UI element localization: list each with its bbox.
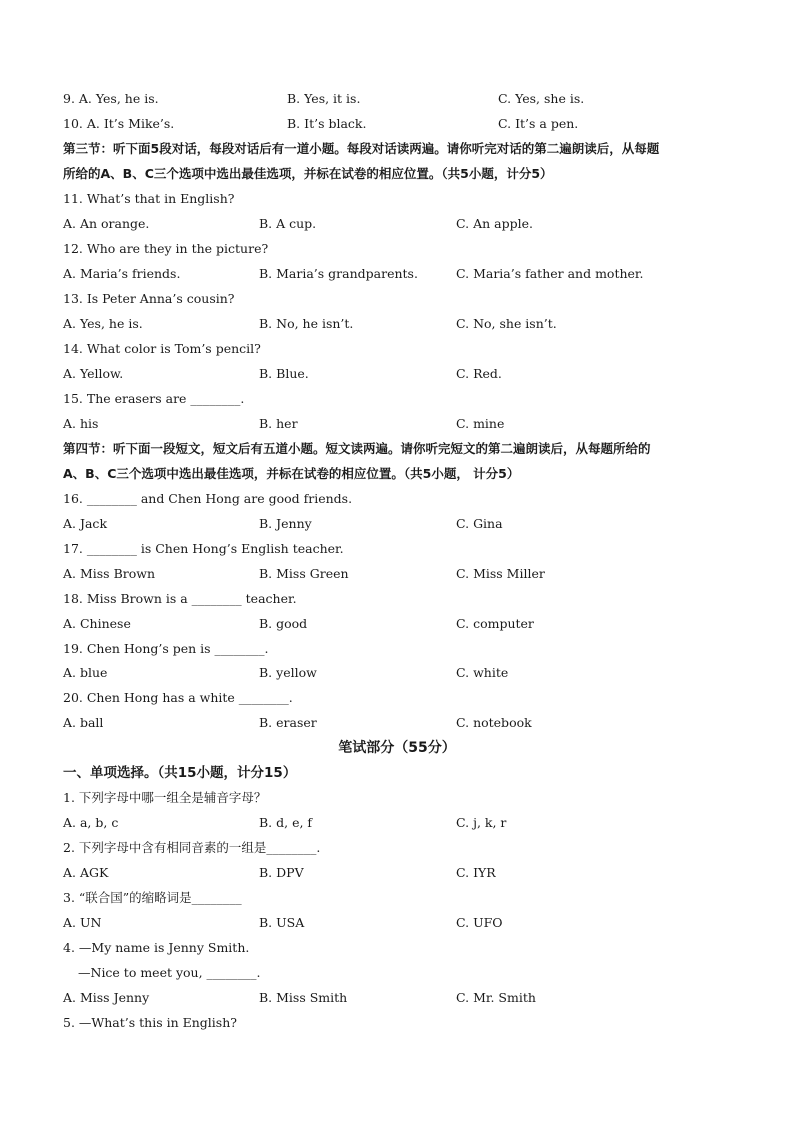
option-a: A. AGK (63, 865, 109, 880)
option-c: C. white (456, 665, 509, 680)
option-b: B. DPV (259, 865, 304, 880)
option-a: A. Yes, he is. (63, 316, 143, 331)
option-c: C. Mr. Smith (456, 990, 536, 1005)
option-c: C. Miss Miller (456, 566, 545, 581)
option-a: A. Yellow. (63, 366, 124, 381)
question-15: 15. The erasers are ________. (63, 391, 245, 406)
question-13: 13. Is Peter Anna’s cousin? (63, 291, 235, 306)
option-a: A. ball (63, 715, 104, 730)
option-c: C. It’s a pen. (498, 116, 579, 131)
option-b: B. Miss Smith (259, 990, 348, 1005)
option-a: A. a, b, c (63, 815, 119, 830)
option-a: A. Chinese (63, 616, 131, 631)
question-20: 20. Chen Hong has a white ________. (63, 690, 293, 705)
option-b: B. her (259, 416, 298, 431)
option-b: B. A cup. (259, 216, 317, 231)
section-3-instructions-line1: 第三节：听下面5段对话，每段对话后有一道小题。每段对话读两遍。请你听完对话的第二遍朗读后，从每题 (63, 141, 660, 156)
option-a: A. blue (63, 665, 108, 680)
option-a: A. UN (63, 915, 102, 930)
section-single-choice-heading: 一、单项选择。（共15小题，计分15） (63, 765, 297, 781)
question-18: 18. Miss Brown is a ________ teacher. (63, 591, 297, 606)
written-question-5: 5. —What’s this in English? (63, 1015, 237, 1030)
option-a: A. Maria’s friends. (63, 266, 181, 281)
section-4-instructions-line2: A、B、C三个选项中选出最佳选项，并标在试卷的相应位置。（共5小题， 计分5） (63, 466, 520, 481)
question-12: 12. Who are they in the picture? (63, 241, 269, 256)
option-b: B. d, e, f (259, 815, 313, 830)
option-a: A. An orange. (63, 216, 150, 231)
option-c: C. Gina (456, 516, 503, 531)
option-b: B. good (259, 616, 308, 631)
option-a: 10. A. It’s Mike’s. (63, 116, 175, 131)
option-a: 9. A. Yes, he is. (63, 91, 159, 106)
option-b: B. Blue. (259, 366, 309, 381)
option-c: C. Red. (456, 366, 502, 381)
question-17: 17. ________ is Chen Hong’s English teacher. (63, 541, 344, 556)
option-b: B. eraser (259, 715, 317, 730)
section-3-instructions-line2: 所给的A、B、C三个选项中选出最佳选项，并标在试卷的相应位置。（共5小题，计分5） (63, 166, 553, 181)
question-19: 19. Chen Hong’s pen is ________. (63, 641, 269, 656)
option-c: C. No, she isn’t. (456, 316, 557, 331)
option-b: B. It’s black. (287, 116, 367, 131)
question-11: 11. What’s that in English? (63, 191, 235, 206)
option-c: C. Maria’s father and mother. (456, 266, 644, 281)
question-14: 14. What color is Tom’s pencil? (63, 341, 261, 356)
written-question-4: 4. —My name is Jenny Smith. (63, 940, 250, 955)
option-c: C. mine (456, 416, 505, 431)
option-c: C. An apple. (456, 216, 533, 231)
option-a: A. his (63, 416, 99, 431)
written-question-4-response: —Nice to meet you, ________. (78, 965, 261, 980)
written-part-title: 笔试部分（55分） (338, 740, 456, 756)
option-c: C. UFO (456, 915, 503, 930)
option-b: B. Jenny (259, 516, 312, 531)
option-c: C. Yes, she is. (498, 91, 585, 106)
option-a: A. Jack (63, 516, 108, 531)
written-question-1: 1. 下列字母中哪一组全是辅音字母？ (63, 790, 267, 805)
option-b: B. Miss Green (259, 566, 349, 581)
section-4-instructions-line1: 第四节：听下面一段短文，短文后有五道小题。短文读两遍。请你听完短文的第二遍朗读后，从每题所给的 (63, 441, 651, 456)
option-b: B. USA (259, 915, 305, 930)
written-question-2: 2. 下列字母中含有相同音素的一组是________. (63, 840, 321, 855)
question-16: 16. ________ and Chen Hong are good friends. (63, 491, 353, 506)
option-c: C. j, k, r (456, 815, 507, 830)
option-a: A. Miss Jenny (63, 990, 150, 1005)
written-question-3: 3. “联合国”的缩略词是________ (63, 890, 242, 905)
option-b: B. No, he isn’t. (259, 316, 354, 331)
option-c: C. IYR (456, 865, 496, 880)
option-b: B. Maria’s grandparents. (259, 266, 418, 281)
option-b: B. Yes, it is. (287, 91, 361, 106)
option-a: A. Miss Brown (63, 566, 156, 581)
option-b: B. yellow (259, 665, 317, 680)
option-c: C. computer (456, 616, 534, 631)
option-c: C. notebook (456, 715, 532, 730)
